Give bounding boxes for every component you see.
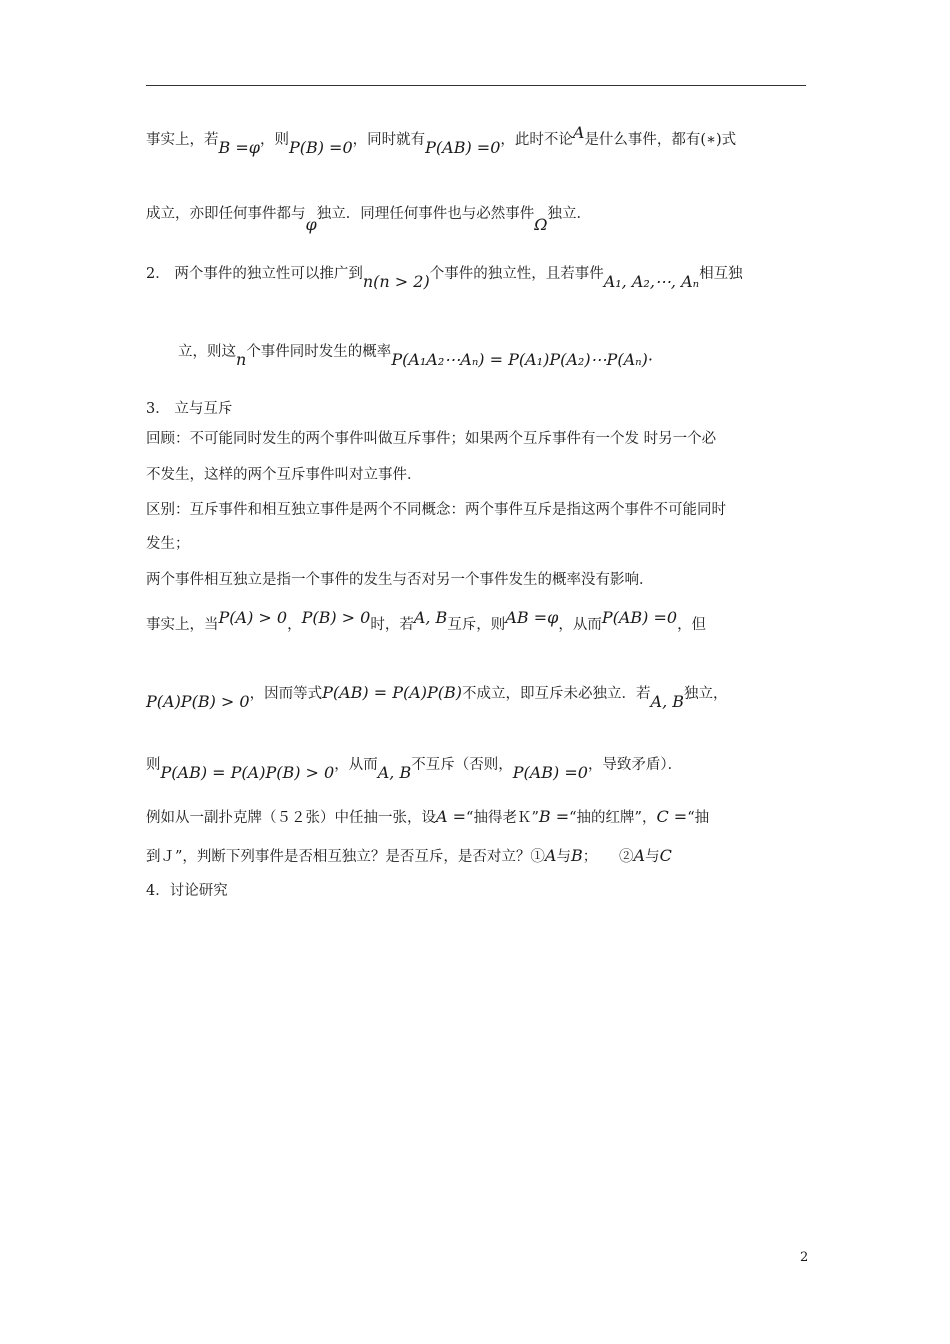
text-line: 2． 两个事件的独立性可以推广到n(n > 2)个事件的独立性，且若事件A₁, A₂,⋯, Aₙ相互独 bbox=[146, 266, 743, 291]
text-line: 两个事件相互独立是指一个事件的发生与否对另一个事件发生的概率没有影响． bbox=[146, 572, 654, 588]
text-line: 则P(AB) = P(A)P(B) > 0，从而A, B不互斥（否则，P(AB) =0，导致矛盾）． bbox=[146, 757, 683, 782]
page-number: 2 bbox=[800, 1250, 809, 1265]
text-line: 成立，亦即任何事件都与φ独立．同理任何事件也与必然事件Ω独立． bbox=[146, 206, 591, 234]
text-line: 事实上，当P(A) > 0，P(B) > 0时，若A, B互斥，则AB =φ，从而P(AB) =0，但 bbox=[146, 608, 707, 633]
text-line: 发生； bbox=[146, 536, 190, 552]
header-rule bbox=[146, 85, 806, 86]
text-line: 3． 立与互斥 bbox=[146, 401, 233, 417]
text-line: 例如从一副扑克牌（５２张）中任抽一张，设A =“抽得老Ｋ”B =“抽的红牌”，C =“抽 bbox=[146, 807, 710, 826]
text-line: P(A)P(B) > 0，因而等式P(AB) = P(A)P(B)不成立，即互斥未必独立．若A, B独立， bbox=[146, 683, 728, 711]
text-line: 不发生，这样的两个互斥事件叫对立事件． bbox=[146, 467, 422, 483]
text-line: 回顾：不可能同时发生的两个事件叫做互斥事件；如果两个互斥事件有一个发 时另一个必 bbox=[146, 431, 717, 447]
text-line: 到Ｊ”，判断下列事件是否相互独立？是否互斥，是否对立？①A与B； ②A与C bbox=[146, 846, 672, 865]
section-heading: 4．讨论研究 bbox=[146, 883, 228, 899]
text-line: 立，则这n个事件同时发生的概率P(A₁A₂⋯Aₙ) = P(A₁)P(A₂)⋯P(Aₙ)· bbox=[178, 344, 653, 369]
text-line: 事实上，若B =φ，则P(B) =0，同时就有P(AB) =0，此时不论A是什么事件，都有(∗)式 bbox=[146, 123, 737, 157]
text-line: 区别：互斥事件和相互独立事件是两个不同概念：两个事件互斥是指这两个事件不可能同时 bbox=[146, 502, 726, 518]
